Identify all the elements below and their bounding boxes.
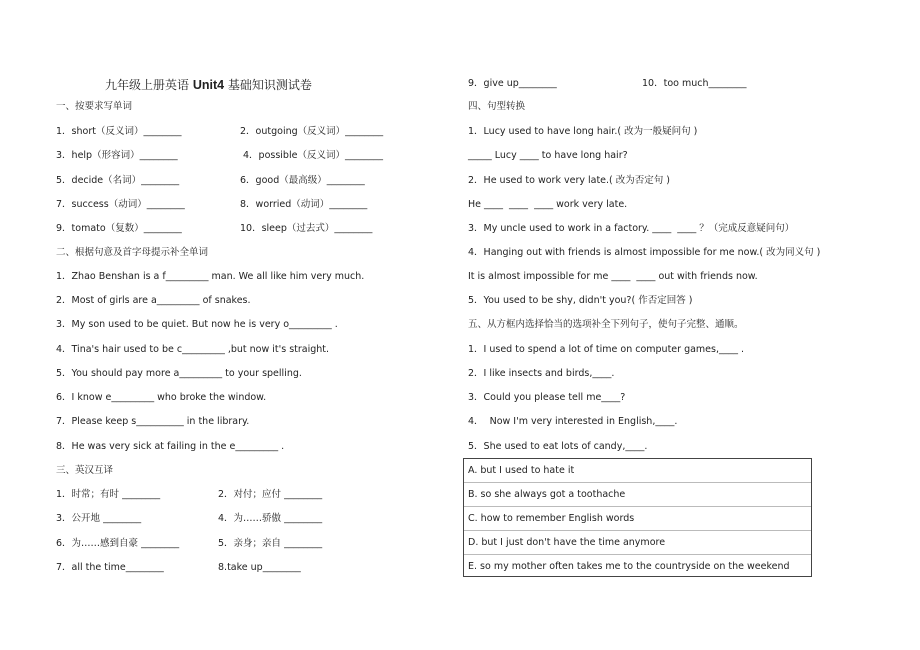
question-item: 4．为……骄傲 ________ [218, 513, 323, 524]
section-heading-2: 二、根据句意及首字母提示补全单词 [56, 247, 209, 258]
option-divider [464, 506, 811, 507]
question-item: 2．Most of girls are a_________ of snakes. [56, 295, 251, 306]
question-item: 8.take up________ [218, 562, 301, 573]
question-item: 1．I used to spend a lot of time on computer games,____ . [468, 344, 745, 355]
question-item: 2．对付；应付 ________ [218, 489, 323, 500]
question-item: 7．success（动词）________ [56, 199, 185, 210]
section-heading-4: 四、句型转换 [468, 101, 526, 112]
option-e: E. so my mother often takes me to the countryside on the weekend [468, 561, 790, 572]
question-item: 4．Tina's hair used to be c_________ ,but now it's straight. [56, 344, 330, 355]
option-divider [464, 554, 811, 555]
question-item: 6．为……感到自豪 ________ [56, 538, 180, 549]
question-item: 3．My son used to be quiet. But now he is very o_________ . [56, 319, 338, 330]
option-b: B. so she always got a toothache [468, 489, 626, 500]
question-item: 4． Now I'm very interested in English,____. [468, 416, 678, 427]
question-item: 2．outgoing（反义词）________ [240, 126, 384, 137]
option-c: C. how to remember English words [468, 513, 635, 524]
question-item: 7．all the time________ [56, 562, 164, 573]
options-box [463, 458, 812, 577]
question-item: 6．good（最高级）________ [240, 175, 365, 186]
question-item: It is almost impossible for me ____ ____ out with friends now. [468, 271, 758, 282]
question-item: 3．My uncle used to work in a factory. ____ ____ ？（完成反意疑问句） [468, 223, 795, 234]
question-item: 5．You should pay more a_________ to your spelling. [56, 368, 302, 379]
question-item: 6．I know e_________ who broke the window. [56, 392, 267, 403]
option-divider [464, 482, 811, 483]
question-item: 10．sleep（过去式）________ [240, 223, 373, 234]
question-item: 3．help（形容词）________ [56, 150, 178, 161]
question-item: 1．short（反义词）________ [56, 126, 182, 137]
question-item: 9．give up________ [468, 78, 557, 89]
question-item: 8．He was very sick at failing in the e_________ . [56, 441, 285, 452]
option-d: D. but I just don't have the time anymore [468, 537, 666, 548]
question-item: 1．时常；有时 ________ [56, 489, 161, 500]
question-item: 1．Zhao Benshan is a f_________ man. We all like him very much. [56, 271, 365, 282]
question-item: 4．Hanging out with friends is almost impossible for me now.( 改为同义句 ) [468, 247, 821, 258]
question-item: 4．possible（反义词）________ [243, 150, 383, 161]
question-item: 5．You used to be shy, didn't you?( 作否定回答 ) [468, 295, 693, 306]
question-item: 5．She used to eat lots of candy,____. [468, 441, 648, 452]
question-item: 3．Could you please tell me____? [468, 392, 626, 403]
question-item: _____ Lucy ____ to have long hair? [468, 150, 628, 161]
option-divider [464, 530, 811, 531]
question-item: 9．tomato（复数）________ [56, 223, 182, 234]
question-item: 1．Lucy used to have long hair.( 改为一般疑问句 ) [468, 126, 698, 137]
page-title: 九年级上册英语 Unit4 基础知识测试卷 [105, 78, 312, 92]
question-item: 5．decide（名词）________ [56, 175, 180, 186]
question-item: 2．He used to work very late.( 改为否定句 ) [468, 175, 671, 186]
section-heading-5: 五、从方框内选择恰当的选项补全下列句子，使句子完整、通顺。 [468, 319, 744, 330]
option-a: A. but I used to hate it [468, 465, 575, 476]
question-item: 7．Please keep s__________ in the library. [56, 416, 250, 427]
question-item: 10．too much________ [642, 78, 747, 89]
question-item: 8．worried（动词）________ [240, 199, 368, 210]
question-item: 3．公开地 ________ [56, 513, 142, 524]
question-item: 2．I like insects and birds,____. [468, 368, 615, 379]
question-item: 5．亲身；亲自 ________ [218, 538, 323, 549]
section-heading-3: 三、英汉互译 [56, 465, 114, 476]
section-heading-1: 一、按要求写单词 [56, 101, 133, 112]
question-item: He ____ ____ ____ work very late. [468, 199, 628, 210]
